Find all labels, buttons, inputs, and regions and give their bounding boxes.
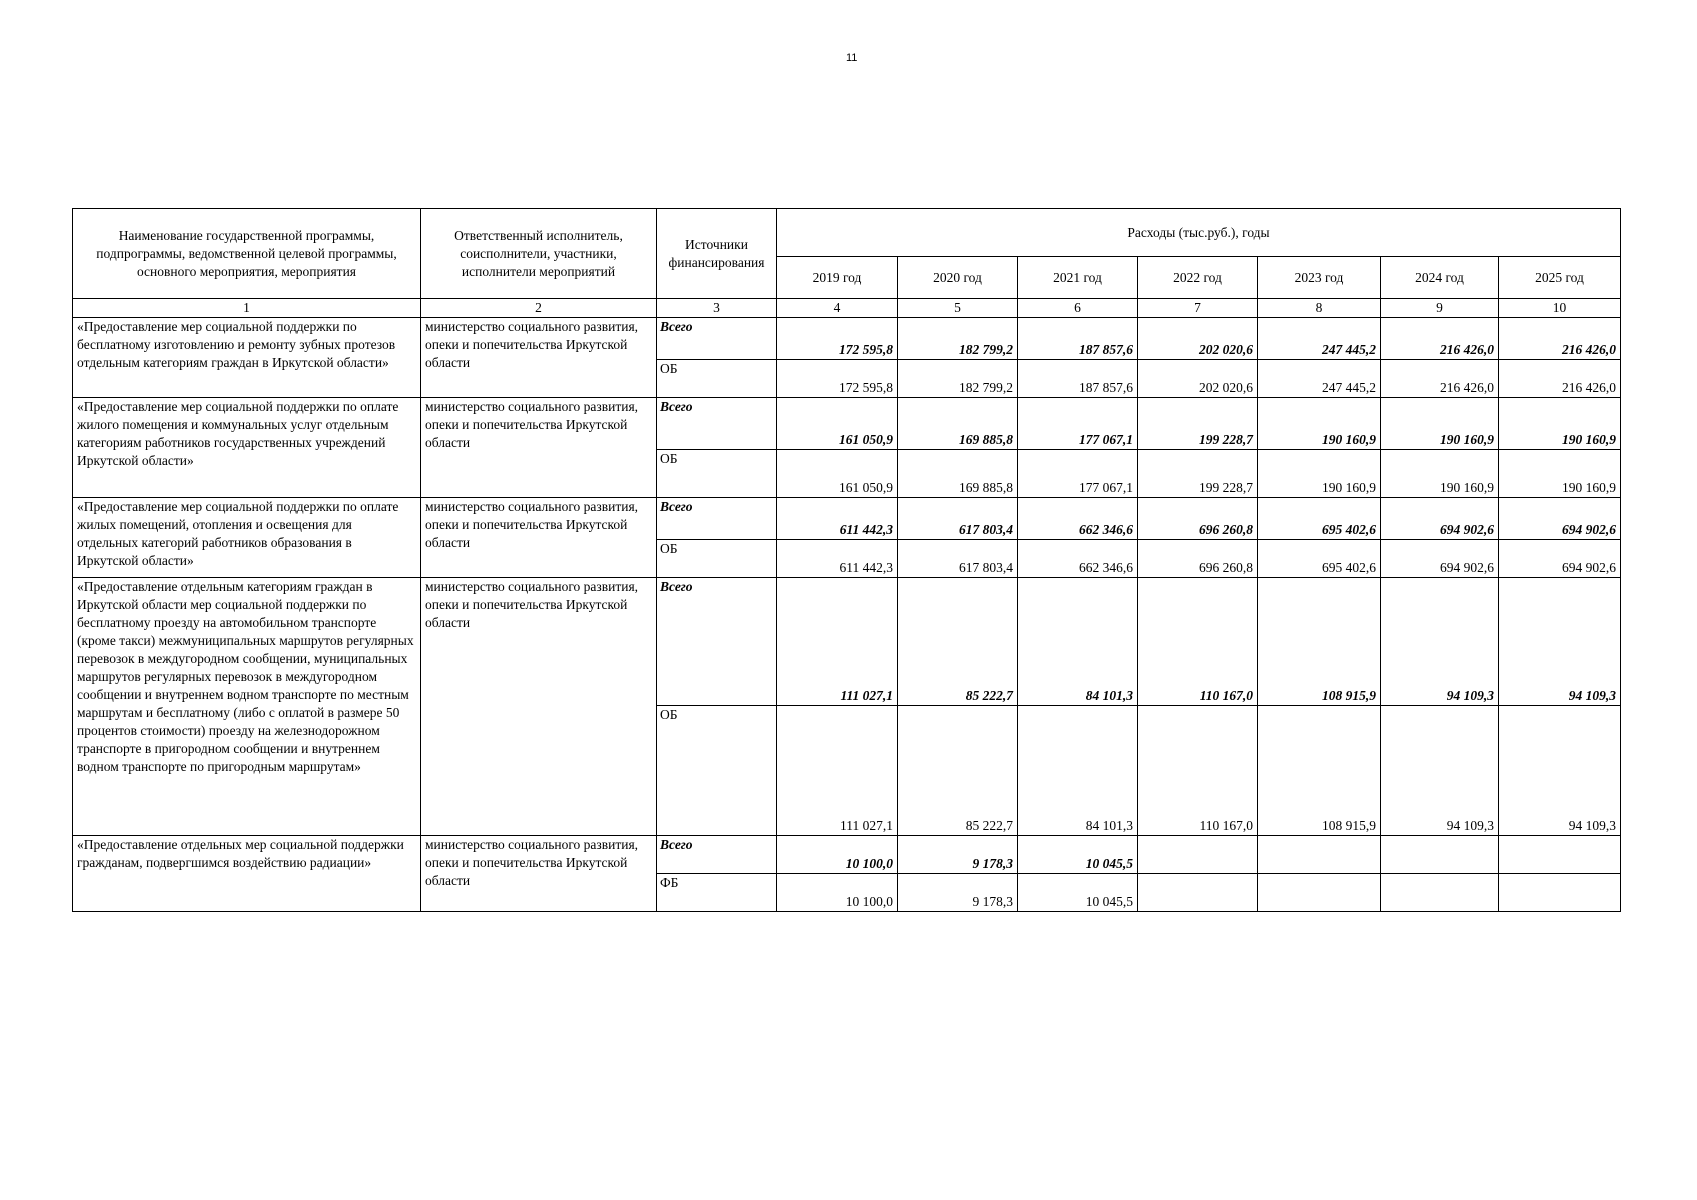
header-name: Наименование государственной программы, подпрограммы, ведомственной целевой программы, основного мероприятия, мероприятия	[73, 209, 421, 299]
table-row	[73, 836, 1621, 874]
sub-value: 94 109,3	[1381, 706, 1499, 836]
total-value: 216 426,0	[1499, 318, 1621, 360]
header-year: 2025 год	[1499, 257, 1621, 299]
row-executor: министерство социального развития, опеки и попечительства Иркутской области	[421, 318, 657, 398]
total-value	[1499, 836, 1621, 874]
total-value: 694 902,6	[1381, 498, 1499, 540]
sub-value: 190 160,9	[1499, 450, 1621, 498]
sub-value: 694 902,6	[1381, 540, 1499, 578]
source-total-label: Всего	[657, 318, 777, 360]
sub-value: 187 857,6	[1018, 360, 1138, 398]
total-value: 662 346,6	[1018, 498, 1138, 540]
sub-value: 169 885,8	[898, 450, 1018, 498]
total-value: 695 402,6	[1258, 498, 1381, 540]
row-executor: министерство социального развития, опеки и попечительства Иркутской области	[421, 498, 657, 578]
total-value: 84 101,3	[1018, 578, 1138, 706]
total-value: 169 885,8	[898, 398, 1018, 450]
sub-value: 662 346,6	[1018, 540, 1138, 578]
total-value: 10 045,5	[1018, 836, 1138, 874]
sub-value: 9 178,3	[898, 874, 1018, 912]
header-year: 2020 год	[898, 257, 1018, 299]
sub-value: 694 902,6	[1499, 540, 1621, 578]
sub-value: 111 027,1	[777, 706, 898, 836]
total-value: 694 902,6	[1499, 498, 1621, 540]
total-value: 617 803,4	[898, 498, 1018, 540]
total-value	[1258, 836, 1381, 874]
total-value: 611 442,3	[777, 498, 898, 540]
source-total-label: Всего	[657, 836, 777, 874]
column-number: 1	[73, 299, 421, 318]
sub-value: 190 160,9	[1258, 450, 1381, 498]
sub-value: 161 050,9	[777, 450, 898, 498]
header-year: 2022 год	[1138, 257, 1258, 299]
header-executor: Ответственный исполнитель, соисполнители, участники, исполнители мероприятий	[421, 209, 657, 299]
sub-value	[1138, 874, 1258, 912]
sub-value: 182 799,2	[898, 360, 1018, 398]
sub-value: 216 426,0	[1499, 360, 1621, 398]
sub-value: 10 045,5	[1018, 874, 1138, 912]
total-value: 94 109,3	[1499, 578, 1621, 706]
total-value: 247 445,2	[1258, 318, 1381, 360]
column-number: 2	[421, 299, 657, 318]
total-value: 94 109,3	[1381, 578, 1499, 706]
sub-value: 190 160,9	[1381, 450, 1499, 498]
sub-value: 10 100,0	[777, 874, 898, 912]
sub-value: 172 595,8	[777, 360, 898, 398]
total-value	[1138, 836, 1258, 874]
total-value: 199 228,7	[1138, 398, 1258, 450]
column-number: 7	[1138, 299, 1258, 318]
column-number: 4	[777, 299, 898, 318]
total-value: 85 222,7	[898, 578, 1018, 706]
sub-value: 695 402,6	[1258, 540, 1381, 578]
source-total-label: Всего	[657, 498, 777, 540]
sub-value: 617 803,4	[898, 540, 1018, 578]
row-name: «Предоставление мер социальной поддержки по бесплатному изготовлению и ремонту зубных протезов отдельным категориям граждан в Иркутской области»	[73, 318, 421, 398]
header-year: 2021 год	[1018, 257, 1138, 299]
source-total-label: Всего	[657, 398, 777, 450]
sub-value: 202 020,6	[1138, 360, 1258, 398]
row-name: «Предоставление отдельным категориям граждан в Иркутской области мер социальной поддержки по бесплатному проезду на автомобильном транспорте (кроме такси) межмуниципальных маршрутов регулярных перевозок в междугородном сообщении, муниципальных маршрутов регулярных перевозок в междугородном сообщении и внутреннем водном транспорте по местным маршрутам и бесплатному (либо с оплатой в размере 50 процентов стоимости) проезду на железнодорожном транспорте в пригородном сообщении и внутреннем водном транспорте по пригородным маршрутам»	[73, 578, 421, 836]
header-source: Источники финансирования	[657, 209, 777, 299]
sub-value: 85 222,7	[898, 706, 1018, 836]
table-row	[73, 318, 1621, 360]
sub-value	[1499, 874, 1621, 912]
table-row	[73, 578, 1621, 706]
column-number: 10	[1499, 299, 1621, 318]
total-value: 10 100,0	[777, 836, 898, 874]
sub-value: 247 445,2	[1258, 360, 1381, 398]
total-value: 190 160,9	[1381, 398, 1499, 450]
sub-value: 216 426,0	[1381, 360, 1499, 398]
page-number: 11	[846, 52, 858, 64]
total-value: 177 067,1	[1018, 398, 1138, 450]
sub-value: 110 167,0	[1138, 706, 1258, 836]
total-value: 108 915,9	[1258, 578, 1381, 706]
total-value: 190 160,9	[1258, 398, 1381, 450]
row-name: «Предоставление мер социальной поддержки по оплате жилых помещений, отопления и освещения для отдельных категорий работников образования в Иркутской области»	[73, 498, 421, 578]
total-value: 187 857,6	[1018, 318, 1138, 360]
header-expenses: Расходы (тыс.руб.), годы	[777, 209, 1621, 257]
row-executor: министерство социального развития, опеки и попечительства Иркутской области	[421, 398, 657, 498]
sub-value	[1258, 874, 1381, 912]
header-year: 2024 год	[1381, 257, 1499, 299]
sub-value: 611 442,3	[777, 540, 898, 578]
total-value: 190 160,9	[1499, 398, 1621, 450]
column-number: 5	[898, 299, 1018, 318]
total-value: 111 027,1	[777, 578, 898, 706]
total-value: 161 050,9	[777, 398, 898, 450]
sub-value: 177 067,1	[1018, 450, 1138, 498]
table-row	[73, 398, 1621, 450]
sub-value	[1381, 874, 1499, 912]
total-value: 696 260,8	[1138, 498, 1258, 540]
total-value: 216 426,0	[1381, 318, 1499, 360]
budget-table	[72, 208, 1621, 912]
header-year: 2019 год	[777, 257, 898, 299]
table-row	[73, 498, 1621, 540]
source-sub-label: ОБ	[657, 540, 777, 578]
column-number: 9	[1381, 299, 1499, 318]
sub-value: 199 228,7	[1138, 450, 1258, 498]
sub-value: 84 101,3	[1018, 706, 1138, 836]
total-value	[1381, 836, 1499, 874]
source-sub-label: ОБ	[657, 706, 777, 836]
row-executor: министерство социального развития, опеки и попечительства Иркутской области	[421, 578, 657, 836]
sub-value: 696 260,8	[1138, 540, 1258, 578]
column-number: 6	[1018, 299, 1138, 318]
source-sub-label: ОБ	[657, 450, 777, 498]
total-value: 172 595,8	[777, 318, 898, 360]
total-value: 9 178,3	[898, 836, 1018, 874]
row-name: «Предоставление отдельных мер социальной поддержки гражданам, подвергшимся воздействию радиации»	[73, 836, 421, 912]
source-total-label: Всего	[657, 578, 777, 706]
column-number: 8	[1258, 299, 1381, 318]
sub-value: 108 915,9	[1258, 706, 1381, 836]
row-name: «Предоставление мер социальной поддержки по оплате жилого помещения и коммунальных услуг отдельным категориям работников государственных учреждений Иркутской области»	[73, 398, 421, 498]
total-value: 110 167,0	[1138, 578, 1258, 706]
row-executor: министерство социального развития, опеки и попечительства Иркутской области	[421, 836, 657, 912]
header-year: 2023 год	[1258, 257, 1381, 299]
sub-value: 94 109,3	[1499, 706, 1621, 836]
total-value: 202 020,6	[1138, 318, 1258, 360]
column-number: 3	[657, 299, 777, 318]
source-sub-label: ОБ	[657, 360, 777, 398]
total-value: 182 799,2	[898, 318, 1018, 360]
source-sub-label: ФБ	[657, 874, 777, 912]
